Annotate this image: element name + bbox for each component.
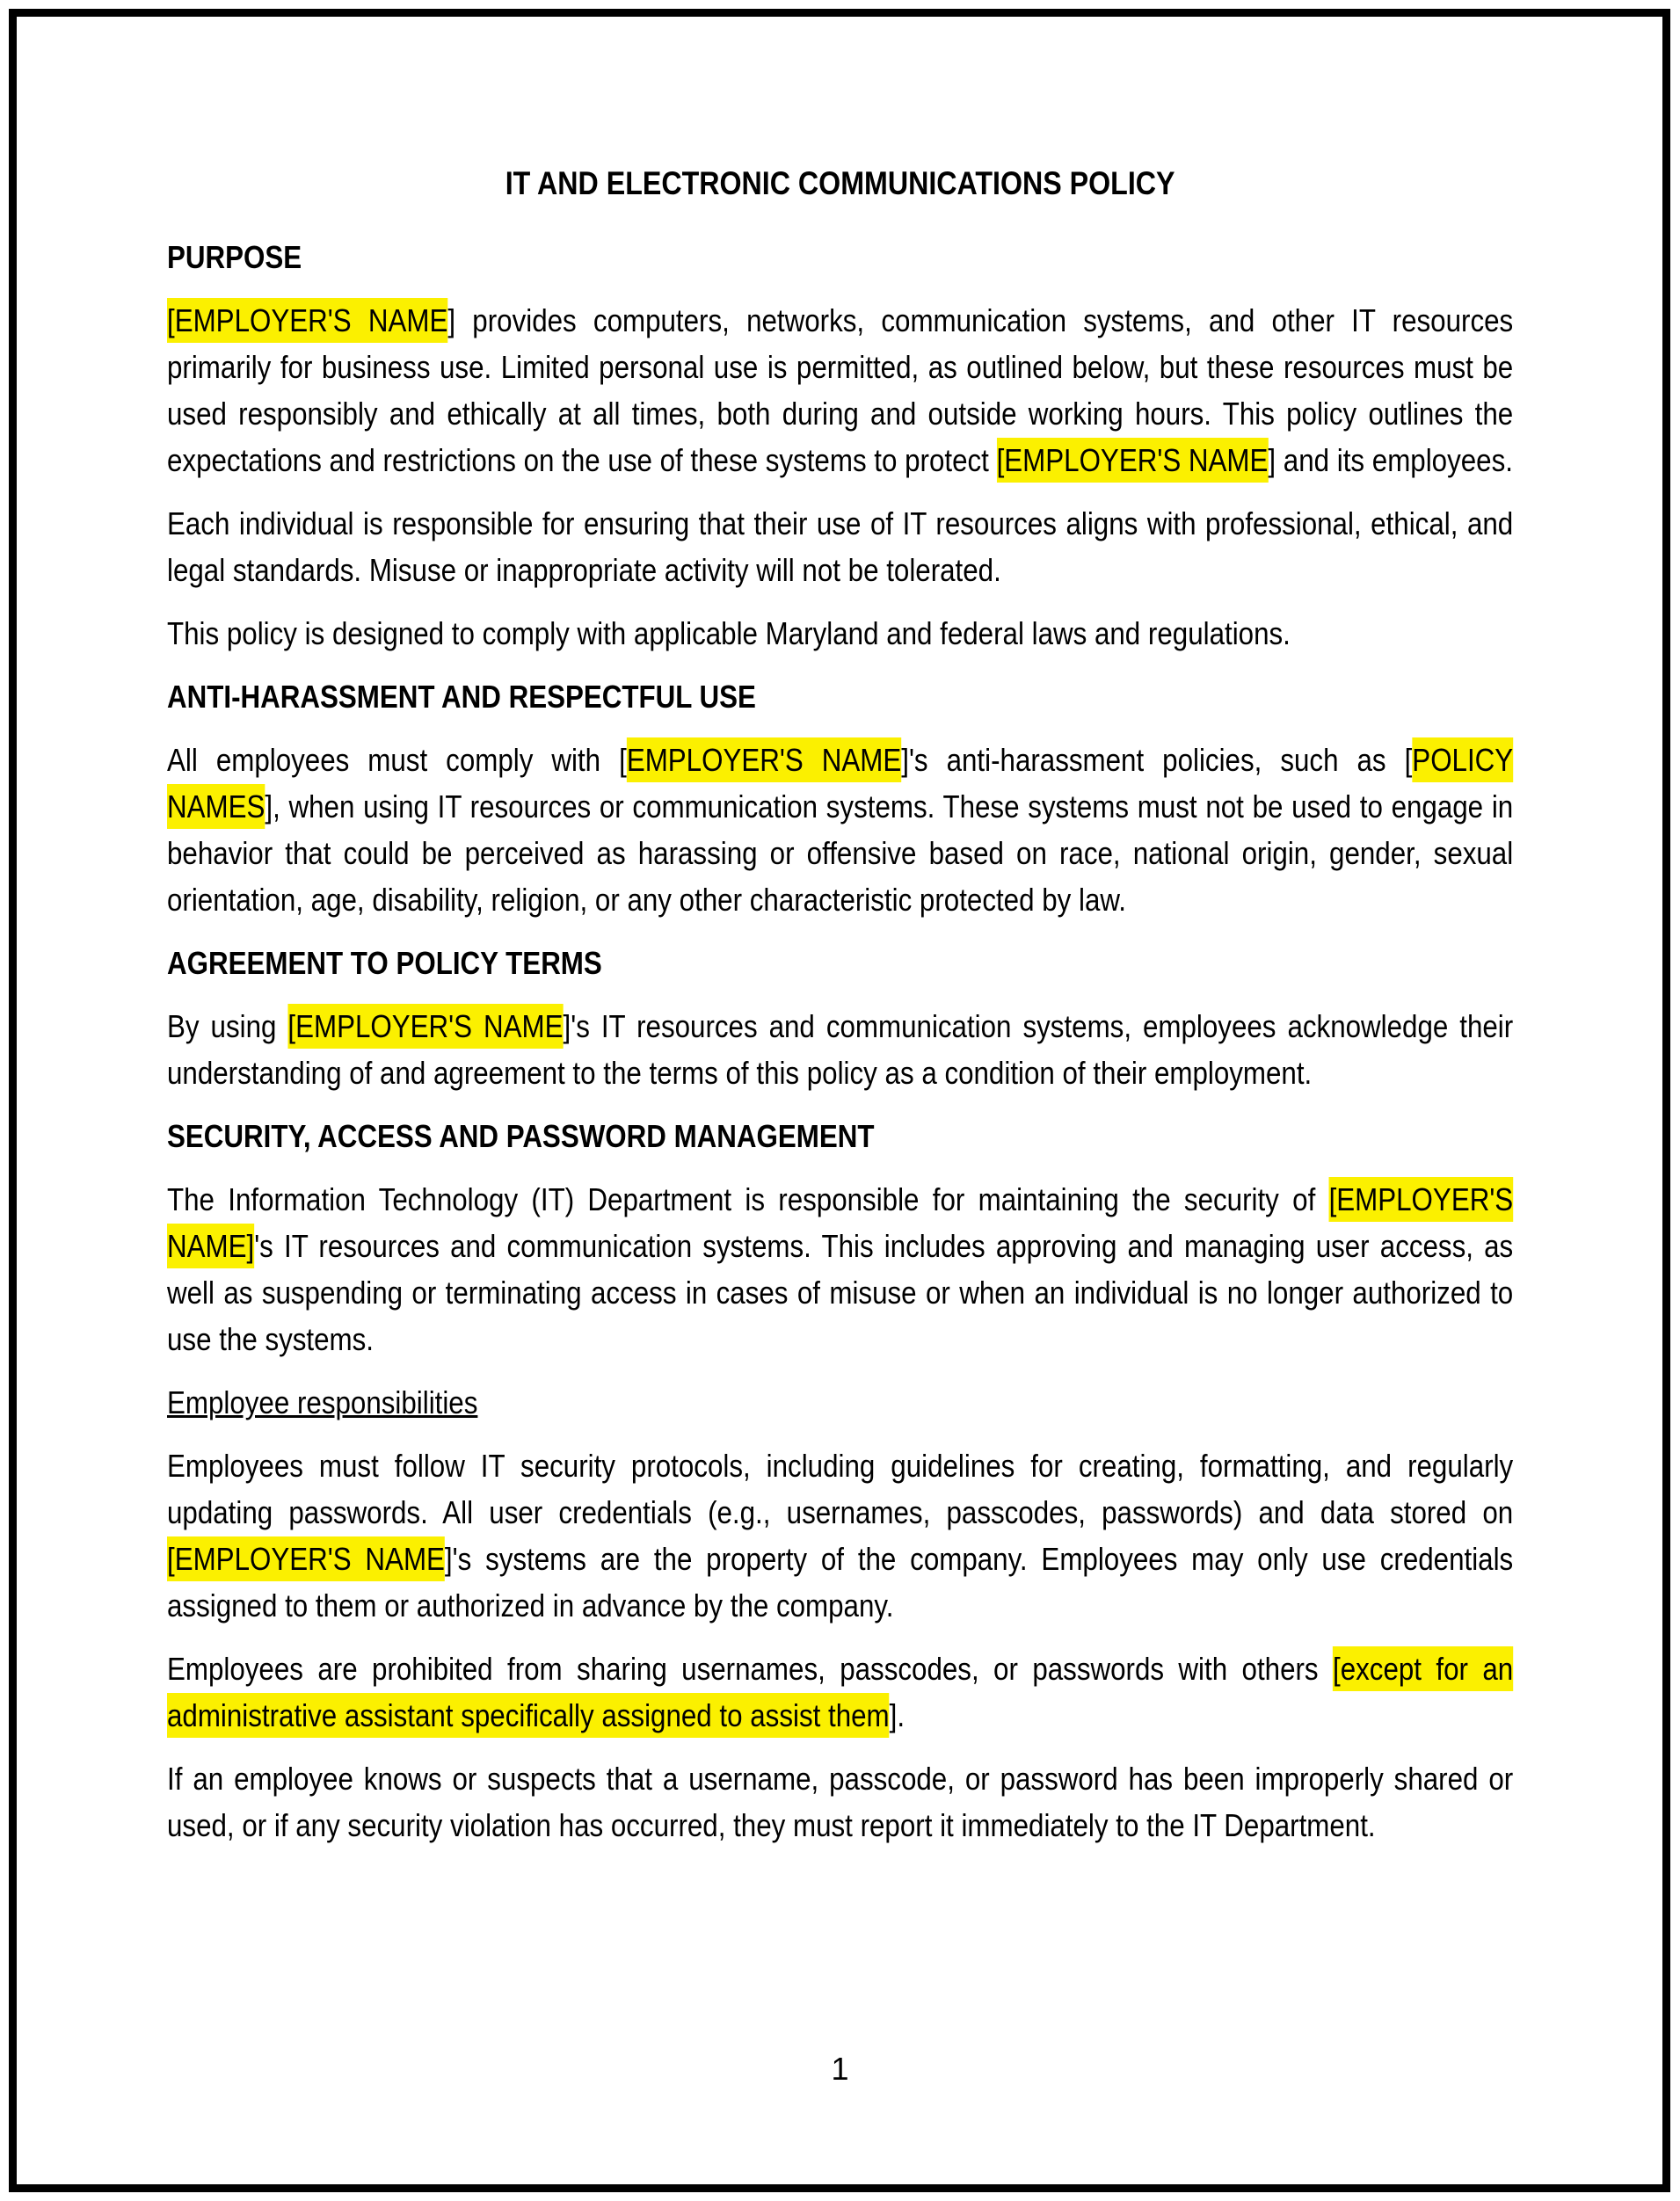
paragraph: This policy is designed to comply with applicable Maryland and federal laws and regulations. bbox=[167, 615, 1291, 651]
highlight: [EMPLOYER'S NAME bbox=[997, 438, 1269, 483]
section bbox=[167, 234, 1513, 657]
paragraph: [EMPLOYER'S NAME] provides computers, networks, communication systems, and other IT resources primarily for business use. Limited personal use is permitted, as outlined below, but these resources must be used responsibly and ethically at all times, both during and outside working hours. This policy outlines the expectations and restrictions on the use of these systems to protect [EMPLOYER'S NAME] and its employees. bbox=[167, 297, 1513, 483]
document-content bbox=[167, 160, 1513, 1865]
highlight: [EMPLOYER'S NAME bbox=[167, 1536, 445, 1581]
highlight: [EMPLOYER'S NAME bbox=[287, 1004, 563, 1049]
subheading: Employee responsibilities bbox=[167, 1384, 478, 1420]
page-footer bbox=[0, 2050, 1680, 2088]
section-heading: SECURITY, ACCESS AND PASSWORD MANAGEMENT bbox=[167, 1118, 875, 1154]
paragraph: All employees must comply with [EMPLOYER'S NAME]'s anti-harassment policies, such as [POLICY NAMES], when using IT resources or communication systems. These systems must not be used to engage in behavior that could be perceived as harassing or offensive based on race, national origin, gender, sexual orientation, age, disability, religion, or any other characteristic protected by law. bbox=[167, 737, 1513, 923]
highlight: EMPLOYER'S NAME bbox=[627, 737, 901, 782]
section bbox=[167, 673, 1513, 923]
highlight: [except for an administrative assistant specifically assigned to assist them bbox=[167, 1646, 1513, 1738]
paragraph: Each individual is responsible for ensuring that their use of IT resources aligns with professional, ethical, and legal standards. Misuse or inappropriate activity will not be tolerated. bbox=[167, 505, 1514, 588]
section bbox=[167, 940, 1513, 1096]
section-heading: ANTI-HARASSMENT AND RESPECTFUL USE bbox=[167, 679, 756, 715]
highlight: [EMPLOYER'S NAME bbox=[167, 298, 447, 343]
highlight: POLICY NAMES bbox=[167, 737, 1513, 829]
paragraph: By using [EMPLOYER'S NAME]'s IT resources and communication systems, employees acknowledge their understanding of and agreement to the terms of this policy as a condition of their employment. bbox=[167, 1003, 1513, 1096]
section-heading: AGREEMENT TO POLICY TERMS bbox=[167, 945, 602, 981]
section bbox=[167, 1113, 1513, 1849]
highlight: [EMPLOYER'S NAME] bbox=[167, 1177, 1513, 1268]
section-heading: PURPOSE bbox=[167, 239, 302, 275]
paragraph: Employees must follow IT security protocols, including guidelines for creating, formatting, and regularly updating passwords. All user credentials (e.g., usernames, passcodes, passwords) and data stored on [EMPLOYER'S NAME]'s systems are the property of the company. Employees may only use credentials assigned to them or authorized in advance by the company. bbox=[167, 1448, 1514, 1624]
document-title: IT AND ELECTRONIC COMMUNICATIONS POLICY bbox=[505, 165, 1175, 201]
document-body bbox=[167, 160, 1513, 1849]
page-number: 1 bbox=[831, 2051, 849, 2087]
paragraph: Employees are prohibited from sharing usernames, passcodes, or passwords with others [except for an administrative assistant specifically assigned to assist them]. bbox=[167, 1645, 1513, 1739]
paragraph: If an employee knows or suspects that a username, passcode, or password has been improperly shared or used, or if any security violation has occurred, they must report it immediately to the IT Department. bbox=[167, 1761, 1514, 1843]
paragraph: The Information Technology (IT) Department is responsible for maintaining the security of [EMPLOYER'S NAME]'s IT resources and communication systems. This includes approving and managing user access, as well as suspending or terminating access in cases of misuse or when an individual is no longer authorized to use the systems. bbox=[167, 1176, 1513, 1362]
